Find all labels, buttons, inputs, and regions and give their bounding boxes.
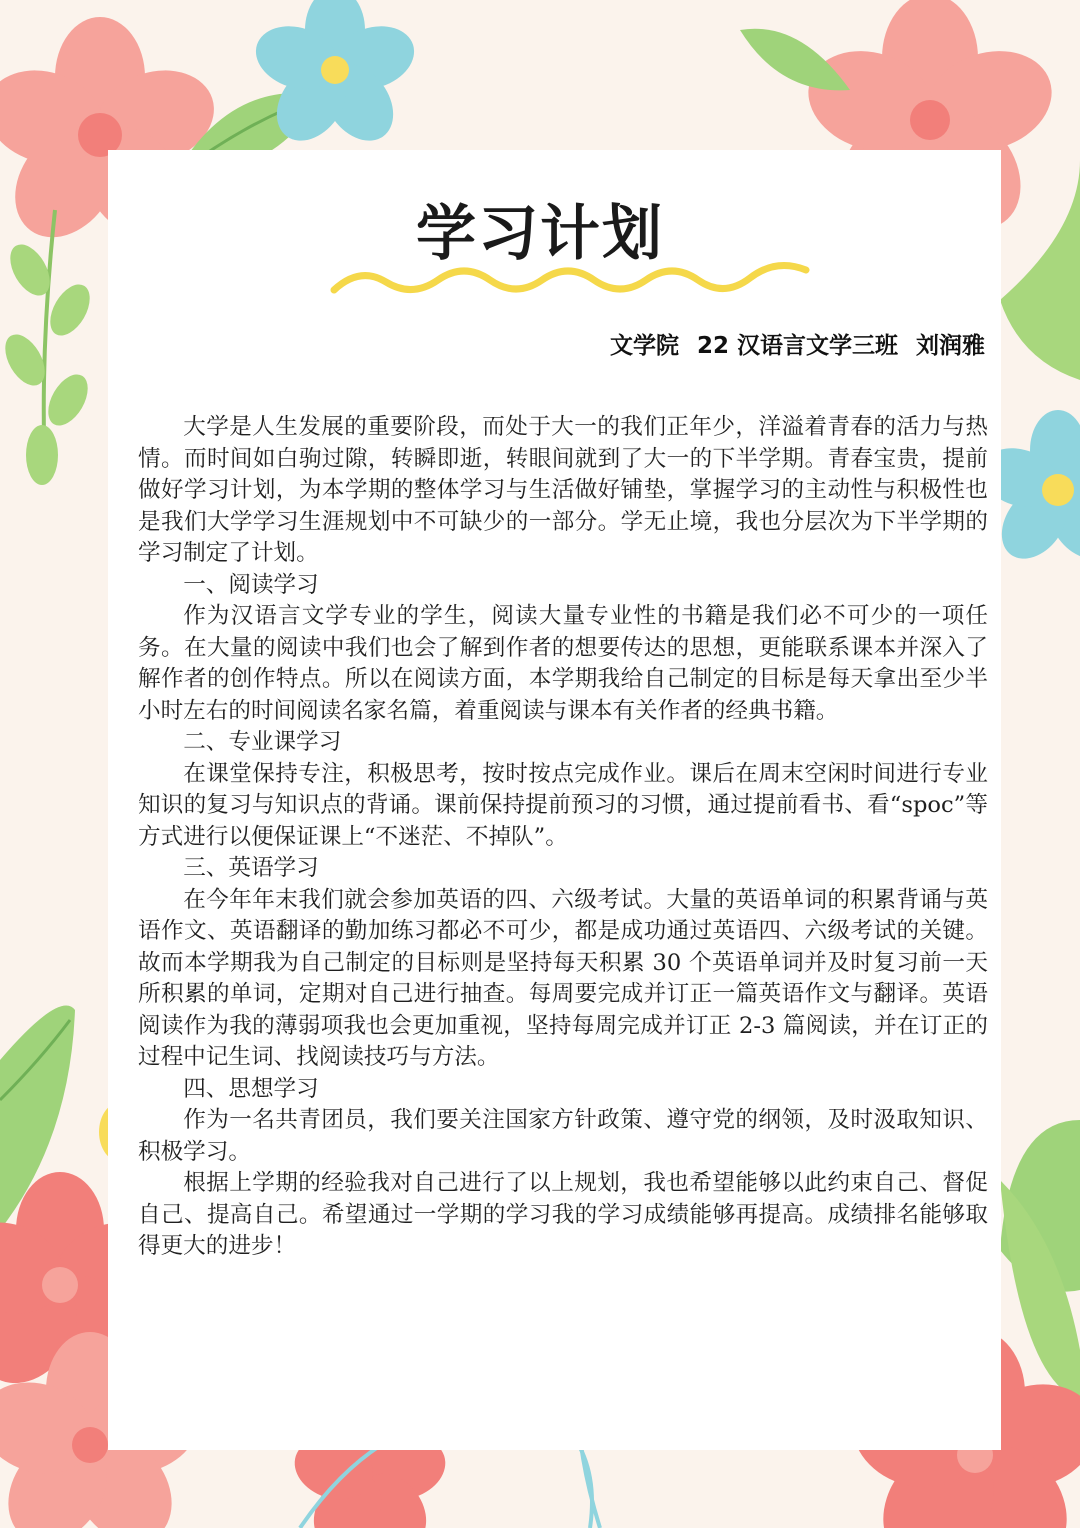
author-class: 22 汉语言文学三班: [696, 333, 898, 359]
document-title: 学习计划: [416, 199, 664, 269]
section-heading: 四、思想学习: [183, 1075, 319, 1102]
section-heading: 三、英语学习: [183, 855, 319, 881]
paragraph: 大学是人生发展的重要阶段，而处于大一的我们正年少，洋溢着青春的活力与热情。而时间如白驹过隙，转瞬即逝，转眼间就到了大一的下半学期。青春宝贵，提前做好学习计划，为本学期的整体学习与生活做好铺垫，掌握学习的主动性与积极性也是我们大学学习生涯规划中不可缺少的一部分。学无止境，我也分层次为下半学期的学习制定了计划。: [138, 414, 988, 566]
wave-underline: [330, 258, 810, 300]
paragraph: 在今年年末我们就会参加英语的四、六级考试。大量的英语单词的积累背诵与英语作文、英语翻译的勤加练习都必不可少，都是成功通过英语四、六级考试的关键。故而本学期我为自己制定的目标则是坚持每天积累 30 个英语单词并及时复习前一天所积累的单词，定期对自己进行抽查。每周要完成并订正一篇英语作文与翻译。英语阅读作为我的薄弱项我也会更加重视，坚持每周完成并订正 2-3 篇阅读，并在订正的过程中记生词、找阅读技巧与方法。: [138, 886, 988, 1070]
paragraph: 根据上学期的经验我对自己进行了以上规划，我也希望能够以此约束自己、督促自己、提高自己。希望通过一学期的学习我的学习成绩能够再提高。成绩排名能够取得更大的进步！: [138, 1170, 988, 1259]
paragraph: 作为一名共青团员，我们要关注国家方针政策、遵守党的纲领，及时汲取知识、积极学习。: [138, 1107, 988, 1165]
author-line: [610, 327, 985, 360]
section-heading: 一、阅读学习: [183, 571, 319, 598]
author-name: 刘润雅: [916, 333, 985, 359]
author-college: 文学院: [609, 333, 679, 359]
paragraph: 在课堂保持专注，积极思考，按时按点完成作业。课后在周末空闲时间进行专业知识的复习与知识点的背诵。课前保持提前预习的习惯，通过提前看书、看“spoc”等方式进行以便保证课上“不迷茫、不掉队”。: [138, 760, 988, 850]
section-heading: 二、专业课学习: [183, 729, 342, 755]
document-body: [138, 412, 988, 1263]
paragraph: 作为汉语言文学专业的学生，阅读大量专业性的书籍是我们必不可少的一项任务。在大量的阅读中我们也会了解到作者的想要传达的思想，更能联系课本并深入了解作者的创作特点。所以在阅读方面，本学期我给自己制定的目标是每天拿出至少半小时左右的时间阅读名家名篇，着重阅读与课本有关作者的经典书籍。: [138, 603, 988, 724]
